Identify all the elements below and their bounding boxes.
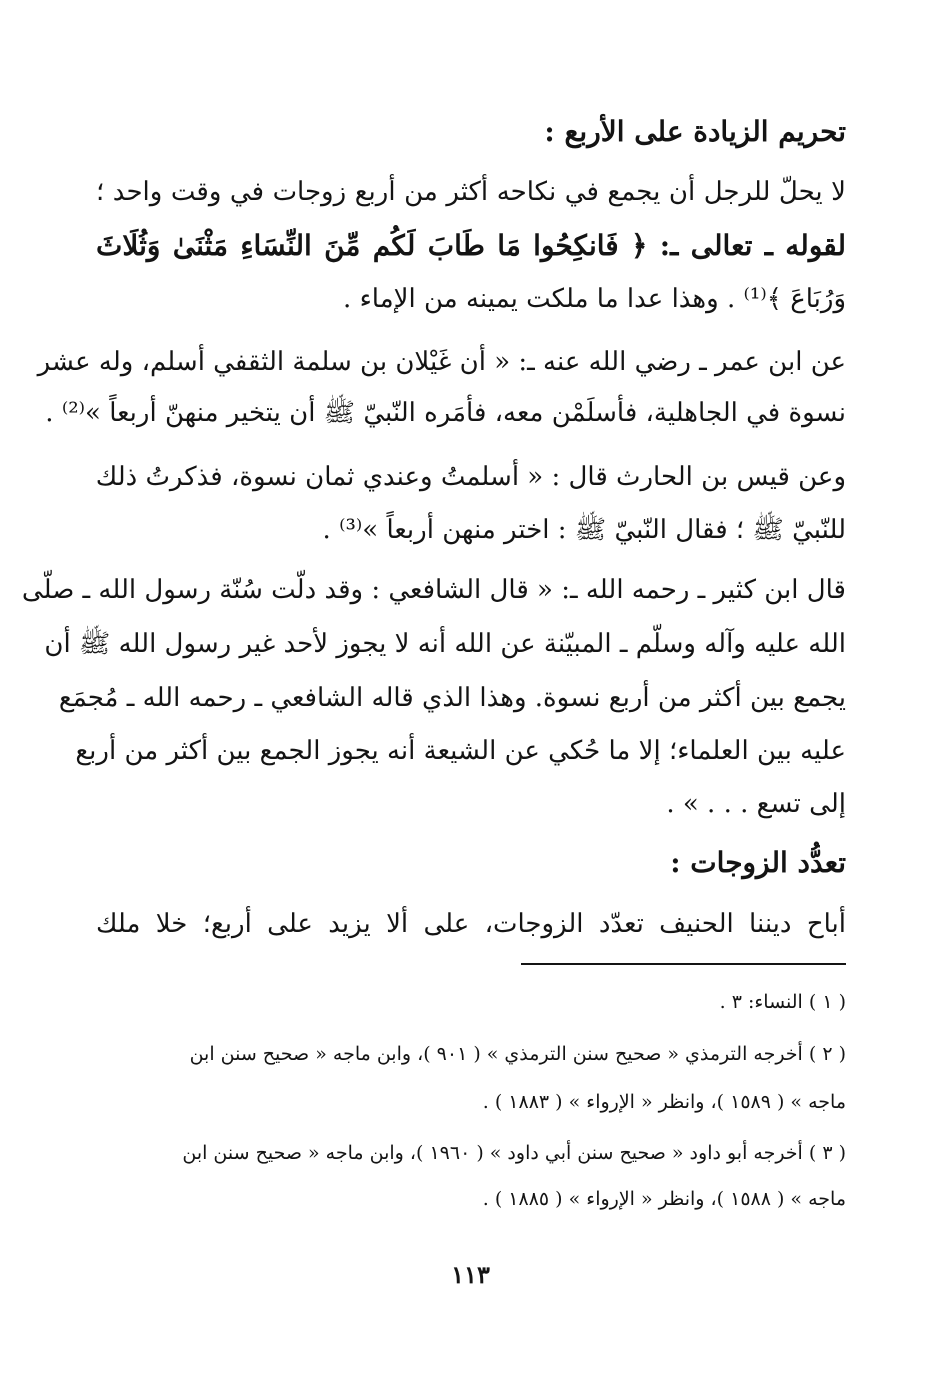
hadith-line: عن ابن عمر ـ رضي الله عنه ـ: « أن غَيْلان بن سلمة الثقفي أسلم، وله عشر <box>37 347 846 377</box>
quote-line: يجمع بين أكثر من أربع نسوة. وهذا الذي قاله الشافعي ـ رحمه الله ـ مُجمَع <box>58 683 846 713</box>
footnote-3-line: ( ٣ ) أخرجه أبو داود « صحيح سنن أبي داود » ( ١٩٦٠ )، وابن ماجه « صحيح سنن ابن <box>182 1142 846 1164</box>
page-number: ١١٣ <box>451 1260 490 1289</box>
footnote-separator <box>521 963 846 965</box>
footnote-2-line: ماجه » ( ١٥٨٩ )، وانظر « الإرواء » ( ١٨٨٣ ) . <box>482 1091 846 1113</box>
quote-line: الله عليه وآله وسلّم ـ المبيّنة عن الله أنه لا يجوز لأحد غير رسول الله ﷺ أن <box>44 629 846 659</box>
quote-line: قال ابن كثير ـ رحمه الله ـ: « قال الشافعي : وقد دلّت سُنّة رسول الله ـ صلّى <box>21 575 846 605</box>
hadith-line: للنّبيّ ﷺ ؛ فقال النّبيّ ﷺ : اختر منهن أربعاً »⁽³⁾ . <box>322 515 846 545</box>
paragraph-line: وَرُبَاعَ ﴾⁽¹⁾ . وهذا عدا ما ملكت يمينه من الإماء . <box>343 284 846 314</box>
section-heading-four-wives-limit: تحريم الزيادة على الأربع : <box>544 115 846 148</box>
section-heading-polygamy: تعدُّد الزوجات : <box>670 846 846 879</box>
quran-verse-line: لقوله ـ تعالى ـ: ﴿ فَانكِحُوا مَا طَابَ لَكُم مِّنَ النِّسَاءِ مَثْنَىٰ وَثُلَاثَ <box>96 229 846 262</box>
paragraph-line: لا يحلّ للرجل أن يجمع في نكاحه أكثر من أربع زوجات في وقت واحد ؛ <box>96 177 846 207</box>
footnote-1: ( ١ ) النساء: ٣ . <box>719 991 846 1013</box>
hadith-line: نسوة في الجاهلية، فأسلَمْن معه، فأمَره النّبيّ ﷺ أن يتخير منهنّ أربعاً »⁽²⁾ . <box>45 398 846 428</box>
footnote-3-line: ماجه » ( ١٥٨٨ )، وانظر « الإرواء » ( ١٨٨٥ ) . <box>482 1188 846 1210</box>
hadith-line: وعن قيس بن الحارث قال : « أسلمتُ وعندي ثمان نسوة، فذكرتُ ذلك <box>95 462 846 492</box>
quote-line: عليه بين العلماء؛ إلا ما حُكي عن الشيعة أنه يجوز الجمع بين أكثر من أربع <box>75 736 846 766</box>
quote-line: إلى تسع . . . » . <box>666 789 846 819</box>
footnote-2-line: ( ٢ ) أخرجه الترمذي « صحيح سنن الترمذي » ( ٩٠١ )، وابن ماجه « صحيح سنن ابن <box>189 1043 846 1065</box>
paragraph-line: أباح ديننا الحنيف تعدّد الزوجات، على ألا يزيد على أربع؛ خلا ملك <box>96 909 846 939</box>
